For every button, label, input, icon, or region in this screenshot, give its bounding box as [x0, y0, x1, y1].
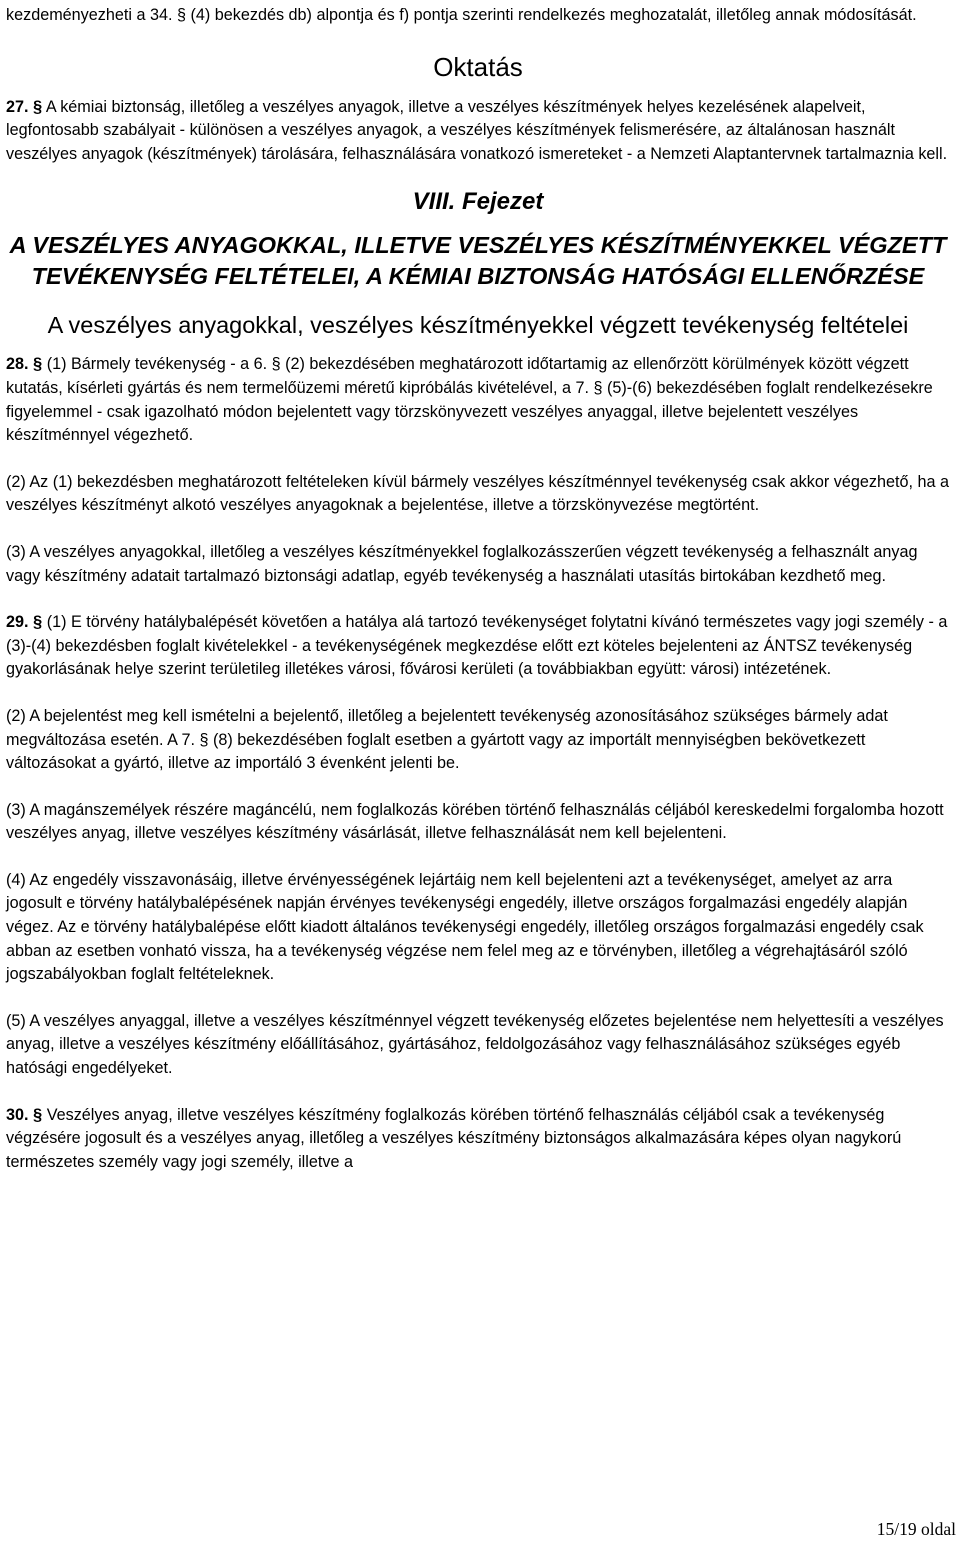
- chapter-label: VIII. Fejezet: [412, 188, 544, 216]
- section-28-paragraph-3: (3) A veszélyes anyagokkal, illetőleg a veszélyes készítményekkel foglalkozásszerűen végzett tevékenység a felhasznált anyag vagy készítmény adatait tartalmazó biztonsági adatlap, egyéb tevékenység a használati utasítás birtokában kezdhető meg.: [6, 542, 918, 585]
- section-28-paragraph-2: (2) Az (1) bekezdésben meghatározott feltételeken kívül bármely veszélyes készítménnyel tevékenység csak akkor végezhető, ha a veszélyes készítményt alkotó veszélyes anyagoknak a bejelentése, illetve a törzskönyvezése megtörtént.: [6, 472, 949, 515]
- section-27: [6, 96, 950, 167]
- section-29-paragraph-4: (4) Az engedély visszavonásáig, illetve érvényességének lejártáig nem kell bejelenteni azt a tevékenységet, amelyet az arra jogosult e törvény hatálybalépésének napján érvényes tevékenységi engedély, illetve országos forgalmazási engedély alapján végez. Az e törvény hatálybalépése előtt kiadott általános tevékenységi engedély, illetőleg országos forgalmazási engedély csak abban az esetben vonható vissza, ha a tevékenység végzése nem felel meg az e törvényben, illetőleg a végrehajtásáról szóló jogszabályokban foglalt feltételeknek.: [6, 870, 924, 984]
- section-sign: §: [33, 97, 43, 116]
- section-number: 27.: [6, 97, 29, 116]
- page-number: 15/19 oldal: [876, 1519, 956, 1539]
- paragraph-text: Veszélyes anyag, illetve veszélyes készítmény foglalkozás körében történő felhasználás céljából csak a tevékenység végzésére jogosult és a veszélyes anyag, illetőleg a veszélyes készítmény biztonságos alkalmazására képes olyan nagykorú természetes személy vagy jogi személy, illetve a: [6, 1105, 902, 1171]
- section-heading: Oktatás: [433, 51, 523, 82]
- section-30: [6, 1104, 950, 1175]
- section-29-paragraph-1: [6, 611, 950, 682]
- section-number: 29.: [6, 613, 29, 632]
- section-number: 30.: [6, 1105, 29, 1124]
- section-sign: §: [33, 355, 43, 374]
- paragraph-text: (1) Bármely tevékenység - a 6. § (2) bekezdésében meghatározott időtartamig az ellenőrzött körülmények között végzett kutatás, kísérleti gyártás és nem termelőüzemi méretű kipróbálás kivételével, a 7. § (5)-(6) bekezdésében foglalt rendelkezésekre figyelemmel - csak igazolható módon bejelentett vagy törzskönyvezett veszélyes anyaggal, illetve bejelentett veszélyes készítménnyel végezhető.: [6, 355, 933, 445]
- paragraph-text: (1) E törvény hatálybalépését követően a hatálya alá tartozó tevékenységet folytatni kívánó természetes vagy jogi személy - a (3)-(4) bekezdésben foglalt kivételekkel - a tevékenységének megkezdése előtt ezt köteles bejelenteni az ÁNTSZ tevékenység gyakorlásának helye szerint területileg illetékes városi, fővárosi kerületi (a továbbiakban együtt: városi) intézetének.: [6, 613, 948, 679]
- section-29-paragraph-2: (2) A bejelentést meg kell ismételni a bejelentő, illetőleg a bejelentett tevékenység azonosításához szükséges bármely adat megváltozása esetén. A 7. § (8) bekezdésében foglalt esetben a gyártott vagy az importált mennyiségben bekövetkezett változásokat a gyártó, illetve az importáló 3 évenként jelenti be.: [6, 706, 888, 773]
- document-page: [6, 0, 950, 1174]
- section-29-paragraph-5: (5) A veszélyes anyaggal, illetve a veszélyes készítménnyel végzett tevékenység előzetes bejelentése nem helyettesíti a veszélyes anyag, illetve a veszélyes készítmény előállításához, gyártásához, feldolgozásához vagy felhasználásához szükséges egyéb hatósági engedélyeket.: [6, 1011, 944, 1078]
- chapter-title: A VESZÉLYES ANYAGOKKAL, ILLETVE VESZÉLYES KÉSZÍTMÉNYEKKEL VÉGZETT TEVÉKENYSÉG FELTÉTELEI, A KÉMIAI BIZTONSÁG HATÓSÁGI ELLENŐRZÉSE: [9, 232, 947, 290]
- paragraph-text: A kémiai biztonság, illetőleg a veszélyes anyagok, illetve a veszélyes készítmények helyes kezelésének alapelveit, legfontosabb szabályait - különösen a veszélyes anyagok, a veszélyes készítmények felismerésére, az általánosan használt veszélyes anyagok (készítmények) tárolására, felhasználására vonatkozó ismereteket - a Nemzeti Alaptantervnek tartalmaznia kell.: [6, 97, 948, 163]
- section-28-paragraph-1: [6, 353, 950, 447]
- lead-paragraph: kezdeményezheti a 34. § (4) bekezdés db) alpontja és f) pontja szerinti rendelkezés meghozatalát, illetőleg annak módosítását.: [6, 6, 917, 24]
- chapter-subtitle: A veszélyes anyagokkal, veszélyes készítményekkel végzett tevékenység feltételei: [47, 312, 909, 339]
- section-sign: §: [33, 1105, 43, 1124]
- section-number: 28.: [6, 355, 29, 374]
- section-sign: §: [33, 613, 43, 632]
- section-29-paragraph-3: (3) A magánszemélyek részére magáncélú, nem foglalkozás körében történő felhasználás céljából kereskedelmi forgalomba hozott veszélyes anyag, illetve veszélyes készítmény vásárlását, illetve felhasználását nem kell bejelenteni.: [6, 800, 944, 843]
